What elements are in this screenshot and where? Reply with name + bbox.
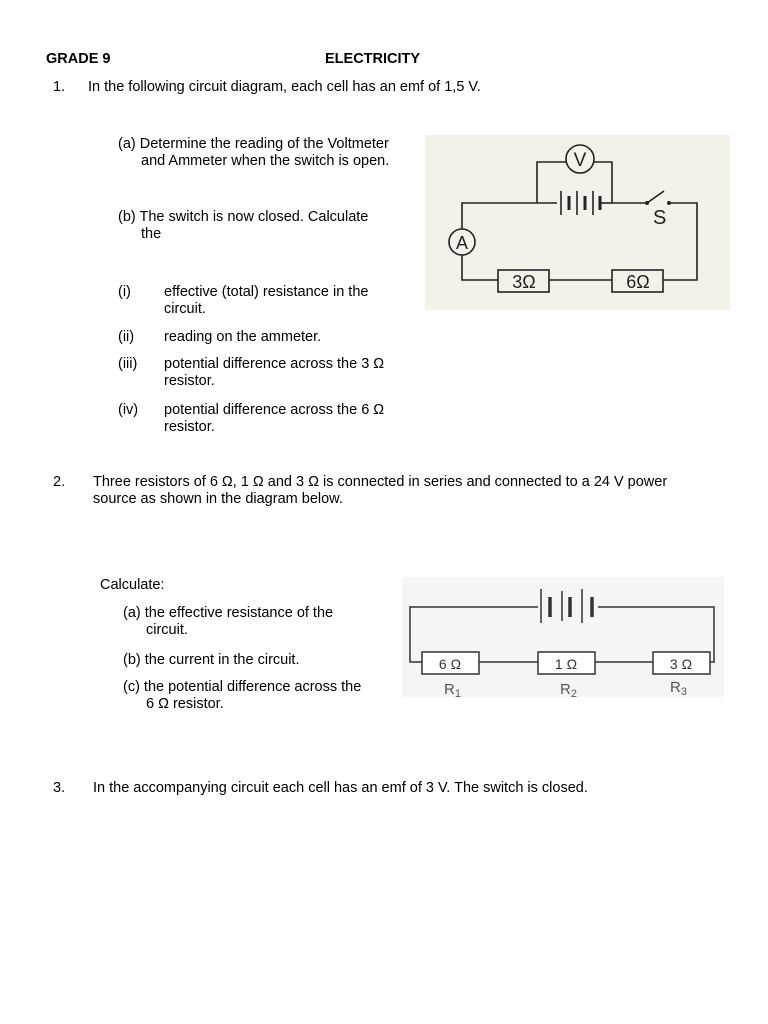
q2-part-c-line2: 6 Ω resistor. — [146, 696, 224, 712]
q2-number: 2. — [53, 474, 66, 490]
q2-r1-letter: R — [444, 681, 455, 697]
q2-part-b: (b) the current in the circuit. — [123, 652, 300, 668]
q1-voltmeter-label: V — [573, 150, 587, 171]
q1-sub-iv-line1: potential difference across the 6 Ω — [164, 402, 385, 418]
q1-switch-contact — [645, 201, 649, 205]
q1-part-a — [118, 136, 418, 170]
q2-r2-value: 1 Ω — [554, 656, 578, 672]
q1-sub-ii-line1: reading on the ammeter. — [164, 329, 322, 345]
q2-text-line2: source as shown in the diagram below. — [93, 491, 343, 507]
q1-sub-iv-line2: resistor. — [164, 419, 215, 435]
q1-sub-iii-line1: potential difference across the 3 Ω — [164, 356, 385, 372]
q1-sub-i-label: (i) — [118, 284, 131, 300]
q1-part-b — [118, 209, 418, 243]
subject-heading: ELECTRICITY — [325, 51, 421, 67]
q2-r2-letter: R — [560, 681, 571, 697]
q2-r2-subscript: 2 — [570, 688, 577, 697]
q1-part-a-line2: and Ammeter when the switch is open. — [141, 153, 390, 169]
q1-sub-iii-line2: resistor. — [164, 373, 215, 389]
q1-sub-ii-label: (ii) — [118, 329, 135, 345]
grade-heading: GRADE 9 — [46, 51, 111, 67]
q2-part-c — [123, 679, 393, 713]
q2-text-line1: Three resistors of 6 Ω, 1 Ω and 3 Ω is connected in series and connected to a 24 V power — [93, 474, 668, 490]
q2-part-a-line1: (a) the effective resistance of the — [123, 605, 334, 621]
q1-part-a-line1: (a) Determine the reading of the Voltmeter — [118, 136, 389, 152]
q1-sub-i — [164, 284, 414, 318]
q2-r3-value: 3 Ω — [669, 656, 693, 672]
q2-part-a — [123, 605, 393, 639]
q2-text — [93, 474, 733, 508]
q1-sub-iv — [164, 402, 414, 436]
q1-part-b-line1: (b) The switch is now closed. Calculate — [118, 209, 369, 225]
q2-part-c-line1: (c) the potential difference across the — [123, 679, 362, 695]
q2-r3-letter: R — [670, 679, 681, 696]
q2-calculate-label: Calculate: — [100, 577, 165, 593]
q1-resistor-3-label: 3Ω — [512, 272, 536, 292]
q1-sub-i-line1: effective (total) resistance in the — [164, 284, 369, 300]
q1-sub-iii — [164, 356, 414, 390]
q2-r1-subscript: 1 — [454, 688, 461, 697]
q2-r3-subscript: 3 — [680, 686, 687, 697]
q1-sub-iii-label: (iii) — [118, 356, 138, 372]
q1-switch-contact — [667, 201, 671, 205]
q1-text: In the following circuit diagram, each cell has an emf of 1,5 V. — [88, 79, 481, 95]
q3-number: 3. — [53, 780, 66, 796]
q3-text: In the accompanying circuit each cell has an emf of 3 V. The switch is closed. — [93, 780, 588, 796]
q1-sub-iv-label: (iv) — [118, 402, 139, 418]
q2-circuit-diagram — [402, 577, 724, 697]
q1-switch-label: S — [653, 207, 667, 229]
q1-circuit-diagram — [425, 135, 730, 310]
q2-r1-value: 6 Ω — [438, 656, 462, 672]
q1-number: 1. — [53, 79, 66, 95]
q1-resistor-6-label: 6Ω — [626, 272, 650, 292]
q2-part-a-line2: circuit. — [146, 622, 188, 638]
q1-part-b-line2: the — [141, 226, 162, 242]
q1-ammeter-label: A — [455, 233, 469, 253]
q1-sub-i-line2: circuit. — [164, 301, 206, 317]
